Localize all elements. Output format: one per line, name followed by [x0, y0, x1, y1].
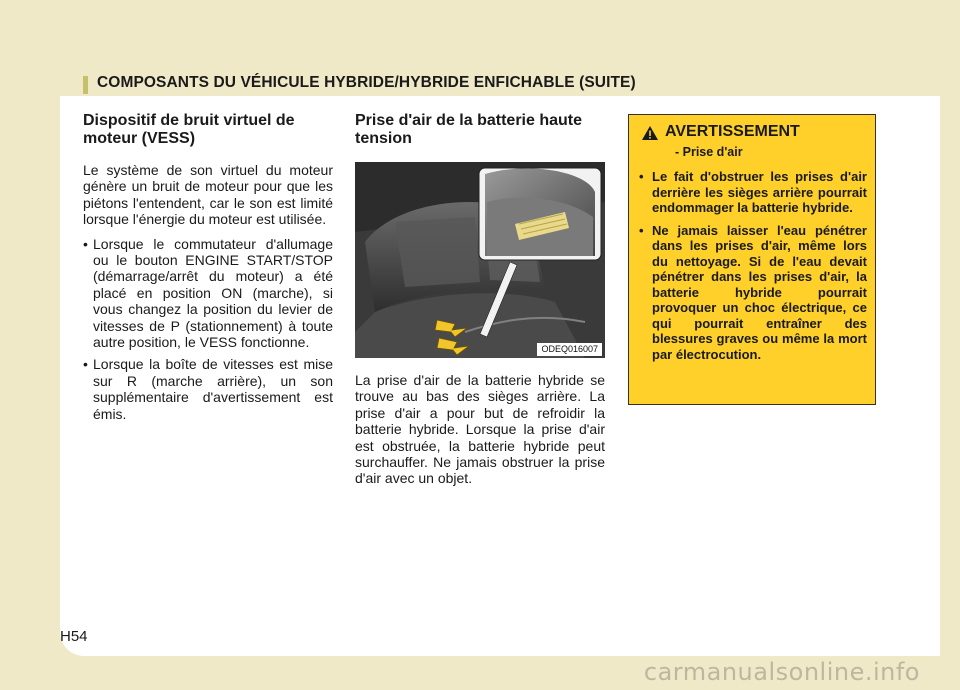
- warning-box: [628, 114, 876, 405]
- rear-seat-image: [355, 162, 605, 358]
- warning-triangle-icon: [641, 125, 659, 141]
- vess-bullet: • Lorsque la boîte de vitesses est mise sur R (marche arrière), un son supplémentaire d'avertissement est émis.: [83, 356, 333, 422]
- vess-intro: Le système de son virtuel du moteur génère un bruit de moteur pour que les piétons l'entendent, car le son est limité lorsque l'énergie du moteur est utilisée.: [83, 162, 333, 228]
- page-number: H54: [60, 628, 88, 645]
- section-header: COMPOSANTS DU VÉHICULE HYBRIDE/HYBRIDE ENFICHABLE (SUITE): [97, 74, 636, 91]
- warning-title: AVERTISSEMENT: [665, 123, 800, 140]
- warning-bullet: • Le fait d'obstruer les prises d'air derrière les sièges arrière pourrait endommager la batterie hybride.: [639, 169, 867, 216]
- figure-caption: ODEQ016007: [537, 343, 602, 356]
- warning-subtitle: - Prise d'air: [675, 145, 743, 159]
- warning-bullet-list: [639, 169, 867, 369]
- rear-seat-illustration: [355, 162, 605, 358]
- watermark[interactable]: carmanualsonline.info: [643, 658, 920, 686]
- warning-bullet: • Ne jamais laisser l'eau pénétrer dans les prises d'air, même lors du nettoyage. Si de l'eau devait pénétrer dans les prises d'air, la batterie hybride pourrait provoquer un choc électrique, ce qui pourrait entraîner des blessures graves ou même la mort par électrocution.: [639, 223, 867, 363]
- section-heading-air-intake: Prise d'air de la batterie haute tension: [355, 112, 582, 147]
- vess-bullet-list: [83, 236, 333, 422]
- section-heading-vess: Dispositif de bruit virtuel de moteur (VESS): [83, 112, 295, 147]
- air-intake-body: La prise d'air de la batterie hybride se trouve au bas des sièges arrière. La prise d'air a pour but de refroidir la batterie hybride. Lorsque la prise d'air est obstruée, la batterie hybride peut surchauffer. Ne jamais obstruer la prise d'air avec un objet.: [355, 372, 605, 487]
- column-middle: [355, 112, 605, 487]
- vess-bullet: • Lorsque le commutateur d'allumage ou le bouton ENGINE START/STOP (démarrage/arrêt du moteur) a été placé en position ON (marche), si vous changez la position du levier de vitesses de P (stationnement) à toute autre position, le VESS fonctionne.: [83, 236, 333, 351]
- column-left: [83, 112, 333, 428]
